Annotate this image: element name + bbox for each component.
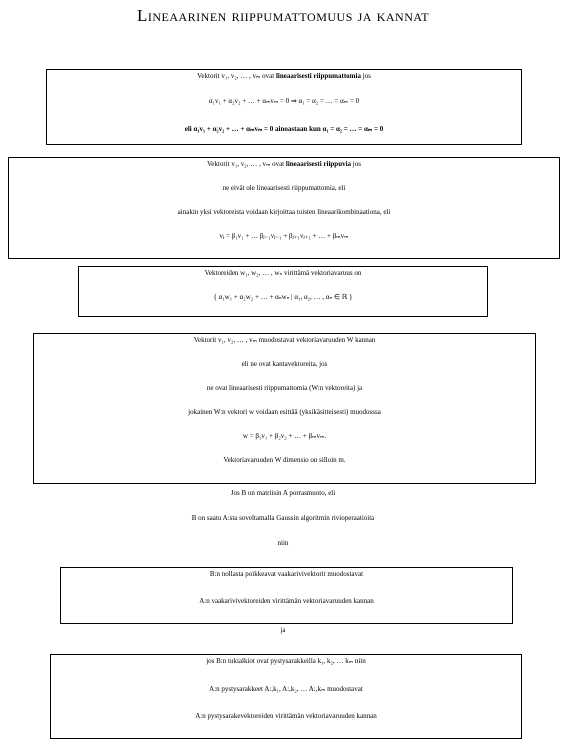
span-set-expression: { α₁w₁ + α₂w₂ + … + αₙwₙ | α₁, α₂, … , αₙ ∈ ℝ } [213,293,353,301]
row-echelon-intro-line3: niin [277,539,289,547]
definition-box-basis [33,333,536,484]
row-echelon-intro-line2: B on saatu A:sta soveltamalla Gaussin algoritmin rivioperaatioita [191,514,375,522]
dependence-equation: vⱼ = β₁v₁ + … βⱼ₋₁vⱼ₋₁ + βⱼ₊₁vⱼ₊₁ + … + βₘvₘ [219,232,349,240]
independence-equation: α₁v₁ + α₂v₂ + … + αₘvₘ = 0 ⇒ α₁ = α₂ = … = αₘ = 0 [208,97,360,105]
basis-equation: w = β₁v₁ + β₂v₂ + … + βₘvₘ. [242,432,327,440]
column-space-line3: A:n pystysarakevektoreiden virittämän vektoriavaruuden kannan [195,712,377,720]
independence-line1-pre: Vektorit v₁, v₂, … , vₘ ovat [197,72,276,80]
dependence-line1-post: jos [351,160,361,168]
independence-definition-line [47,72,521,80]
independence-equation-restatement: eli α₁v₁ + α₂v₂ + … + αₘvₘ = 0 ainoastaan kun α₁ = α₂ = … = αₘ = 0 [184,125,384,133]
row-space-basis-box [60,567,513,624]
dependence-term: lineaarisesti riippuvia [285,160,352,168]
dependence-definition-line [9,160,559,168]
basis-line2: eli ne ovat kantavektoreita, jos [241,360,328,368]
column-space-basis-box [50,654,522,739]
row-space-line1: B:n nollasta poikkeavat vaakarivivektorit muodostavat [209,570,364,578]
basis-line4: jokainen W:n vektori w voidaan esittää (yksikäsitteisesti) muodosssa [188,408,381,416]
definition-box-dependence [8,157,560,259]
dependence-line2: ne eivät ole lineaarisesti riippumattomia, eli [222,184,346,192]
column-space-line1: jos B:n tukialkiot ovat pystysarakkeilla k₁, k₂, … kₘ niin [206,657,366,665]
dependence-line1-pre: Vektorit v₁, v₂, … , vₘ ovat [207,160,286,168]
definition-box-span [78,266,488,317]
row-space-line2: A:n vaakarivivektoreiden virittämän vektoriavaruuden kannan [199,597,374,605]
dependence-line3: ainakin yksi vektoreista voidaan kirjoittaa toisten lineaarikombinaationa, eli [177,208,391,216]
row-echelon-intro-line1: Jos B on matriisin A porrasmuoto, eli [230,489,336,497]
column-space-line2: A:n pystysarakkeet A:,k₁, A:,k₂, … A:,kₘ muodostavat [209,685,363,693]
basis-line1: Vektorit v₁, v₂, … , vₘ muodostavat vektoriavaruuden W kannan [193,336,376,344]
basis-line3: ne ovat lineaarisesti riippumattomia (W:n vektoreita) ja [206,384,363,392]
span-definition-line: Vektoreiden w₁, w₂, … , wₙ virittämä vektoriavaruus on [204,269,362,277]
independence-line1-post: jos [360,72,371,80]
independence-term: lineaarisesti riippumattomia [275,72,361,80]
conjunction-ja: ja [280,626,286,634]
page-title: Lineaarinen riippumattomuus ja kannat [136,6,430,25]
definition-box-independence [46,69,522,145]
basis-dimension-line: Vektoriavaruuden W dimensio on silloin m. [223,456,346,464]
